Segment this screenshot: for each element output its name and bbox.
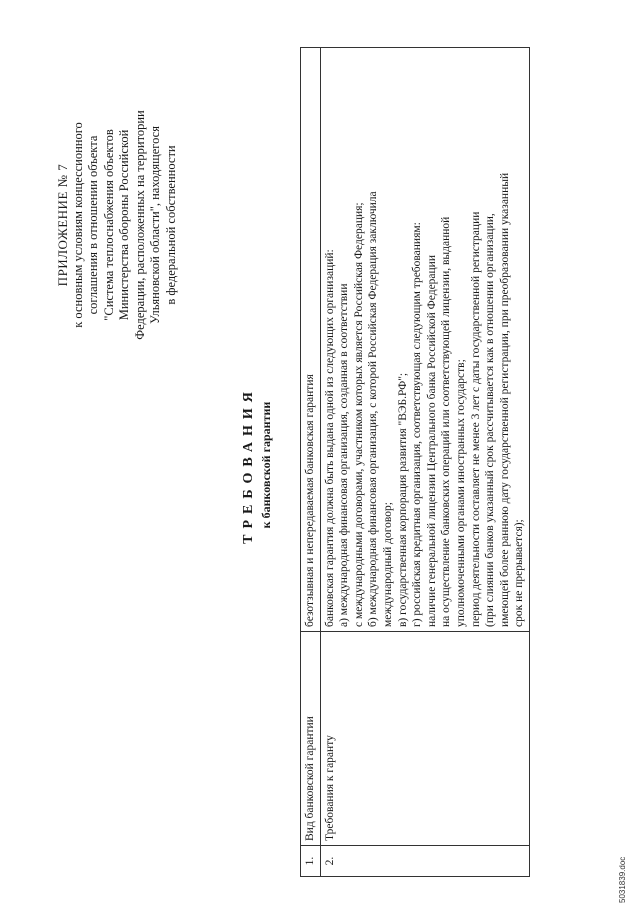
value-line: период деятельности составляет не менее 3 лет с даты государственной регистрации <box>469 211 482 627</box>
value-line: б) международная финансовая организация, с которой Российская Федерация заключила <box>367 191 380 627</box>
value-line: а) международная финансовая организация, созданная в соответствии <box>338 283 351 627</box>
row-number: 2. <box>320 846 529 877</box>
value-line: банковская гарантия должна быть выдана одной из следующих организаций: <box>323 249 336 627</box>
document-heading <box>240 65 274 865</box>
annex-line: соглашения в отношении объекта <box>86 135 100 315</box>
heading-subtitle: к банковской гарантии <box>259 401 273 529</box>
row-number: 1. <box>301 846 321 877</box>
table-row <box>320 48 529 877</box>
value-line: (при слиянии банков указанный срок рассчитывается как в отношении организации, <box>484 213 497 627</box>
value-line: с международными договорами, участником которых является Российская Федерация; <box>352 202 365 627</box>
annex-line: Федерации, расположенных на территории <box>132 110 147 340</box>
requirements-table <box>300 47 530 877</box>
annex-header <box>55 65 179 385</box>
value-line: имеющей более раннюю дату государственной регистрации, при преобразовании указанный <box>498 172 511 627</box>
value-line: на осуществление банковских операций или соответствующей лицензии, выданной <box>440 216 453 627</box>
value-line: наличие генеральной лицензии Центрального банка Российской Федерации <box>425 255 438 627</box>
annex-line: Министерства обороны Российской <box>117 129 131 321</box>
annex-line: "Система теплоснабжения объектов <box>101 129 116 321</box>
value-line: международный договор; <box>381 502 394 627</box>
table-row <box>301 48 321 877</box>
value-line: г) российская кредитная организация, соответствующая следующим требованиям: <box>411 222 424 627</box>
document-reference: 5031839.doc <box>618 856 627 903</box>
heading-title: ТРЕБОВАНИЯ <box>241 386 256 544</box>
row-value <box>320 48 529 632</box>
value-line: в) государственная корпорация развития "ВЭБ.РФ"; <box>396 372 409 627</box>
row-name: Вид банковской гарантии <box>301 632 321 846</box>
value-line: срок не прерывается); <box>513 519 526 627</box>
value-line: безотзывная и непередаваемая банковская гарантия <box>304 374 316 627</box>
row-value <box>301 48 321 632</box>
annex-line: Ульяновской области", находящегося <box>148 126 162 324</box>
value-line: уполномоченными органами иностранных государств; <box>454 359 467 627</box>
annex-line: к основным условиям концессионного <box>70 122 85 328</box>
annex-title: ПРИЛОЖЕНИЕ № 7 <box>55 163 70 287</box>
row-name: Требования к гаранту <box>320 632 529 846</box>
annex-line: в федеральной собственности <box>163 145 178 305</box>
